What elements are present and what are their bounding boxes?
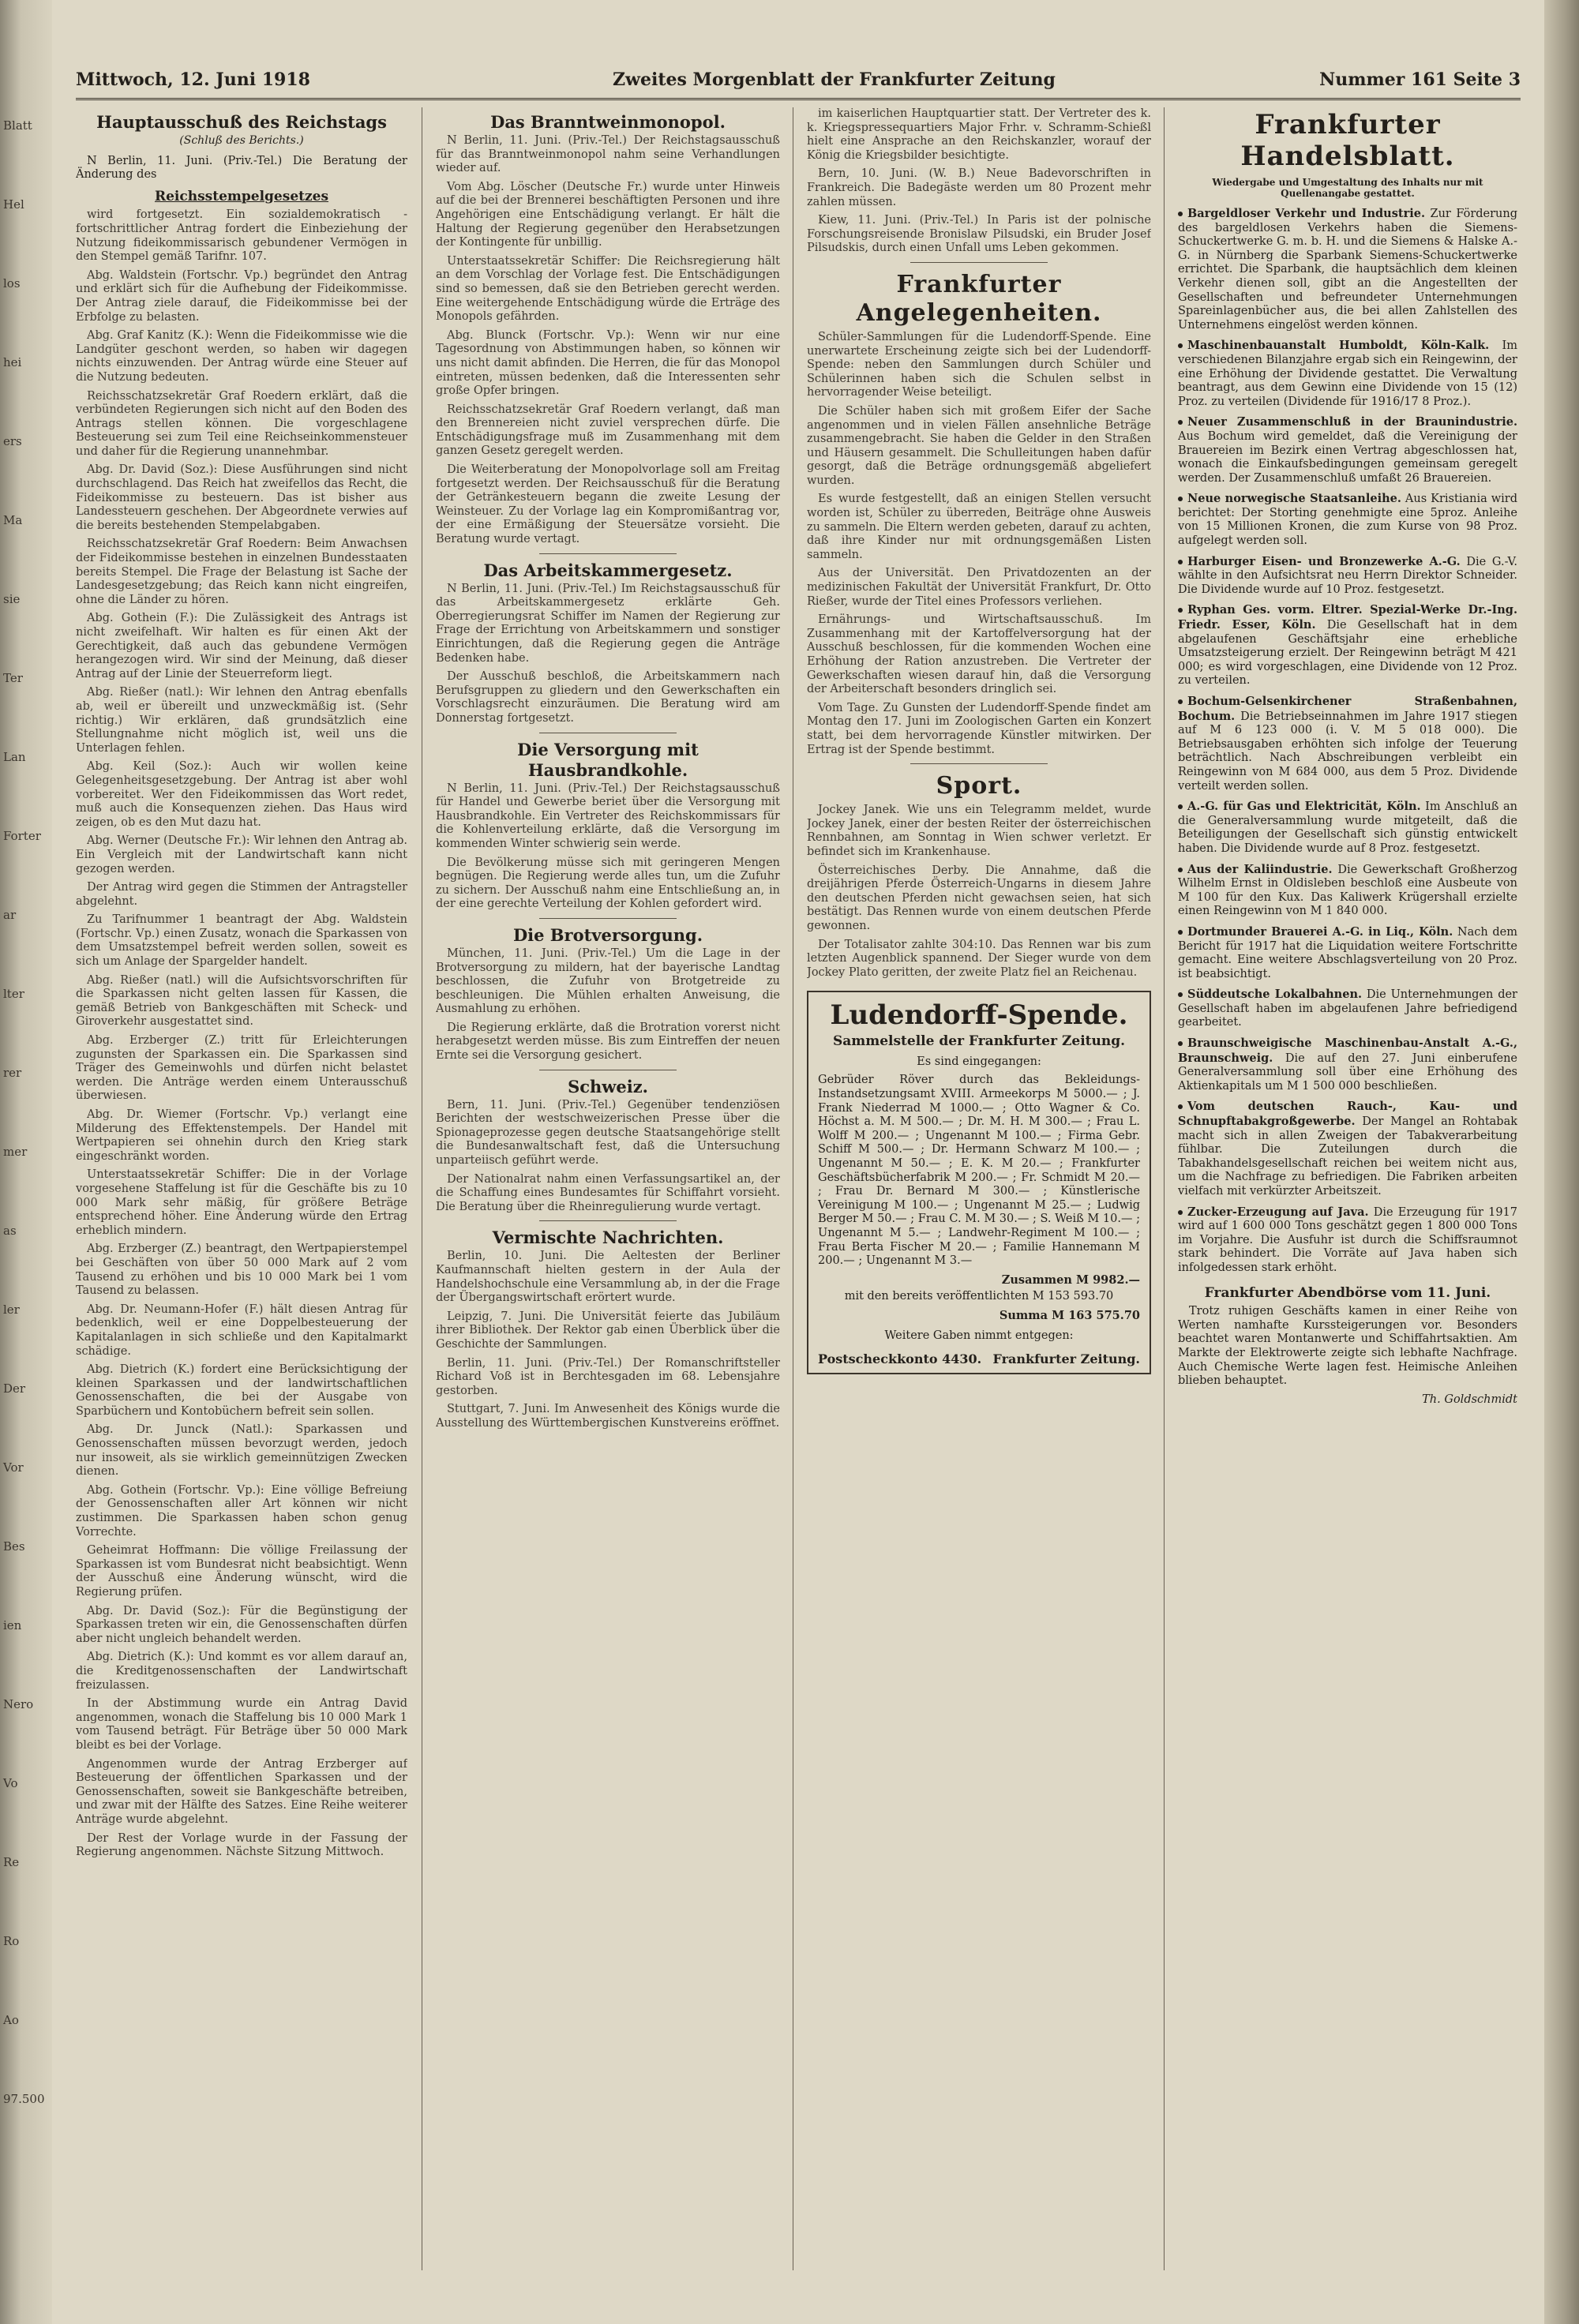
donation-title: Ludendorff-Spende. xyxy=(830,999,1128,1032)
edge-text-fragment: los xyxy=(3,276,21,290)
donation-account xyxy=(818,1352,1140,1366)
bullet-icon xyxy=(1178,1104,1183,1109)
edge-text-fragment: Ma xyxy=(3,513,23,527)
paragraph: Stuttgart, 7. Juni. Im Anwesenheit des Königs wurde die Ausstellung des Württembergischen Kunstvereins eröffnet. xyxy=(436,1403,780,1430)
article-title: Hauptausschuß des Reichstags xyxy=(96,112,387,132)
column-4 xyxy=(1178,107,1517,2270)
paragraph: Aus der Universität. Den Privatdozenten an der medizinischen Fakultät der Universität Frankfurt, Dr. Otto Rießer, wurde der Titel eines Professors verliehen. xyxy=(807,567,1151,608)
paragraph: Angenommen wurde der Antrag Erzberger auf Besteuerung der öffentlichen Sparkassen und der Genossenschaften, soweit sie Bankgeschäfte betreiben, und zwar mit der Hälfte des Satzes. Eine Reihe weiterer Anträge wurde abgelehnt. xyxy=(76,1757,407,1826)
edge-text-fragment: Lan xyxy=(3,750,26,764)
donation-total xyxy=(818,1273,1140,1288)
edge-text-fragment: rer xyxy=(3,1066,22,1080)
paragraph: Unterstaatssekretär Schiffer: Die in der Vorlage vorgesehene Staffelung ist für die Geschäfte bis zu 10 000 Mark sehr mäßig, für größere Beträge entsprechend höher. Eine Änderung würde den Ertrag erheblich mindern. xyxy=(76,1168,407,1237)
section-title: Frankfurter Angelegenheiten. xyxy=(856,270,1102,327)
edge-text-fragment: Ter xyxy=(3,671,23,685)
donation-previous xyxy=(818,1290,1140,1304)
article-subtitle: (Schluß des Berichts.) xyxy=(179,134,304,147)
article-body xyxy=(436,583,780,726)
header-date: Mittwoch, 12. Juni 1918 xyxy=(76,69,310,90)
news-text: Die Gewerkschaft Großherzog Wilhelm Ernst in Oldisleben beschloß eine Ausbeute von M 100 für den Kux. Das Kaliwerk Krügershall erzielte einen Reingewinn von M 1 840 000. xyxy=(1178,863,1517,918)
edge-text-fragment: Forter xyxy=(3,829,41,843)
news-text: Die auf den 27. Juni einberufene Generalversammlung soll über eine Erhöhung des Aktienkapitals um M 1 500 000 beschließen. xyxy=(1178,1051,1517,1093)
edge-text-fragment: Blatt xyxy=(3,118,32,133)
article-lead: N Berlin, 11. Juni. (Priv.-Tel.) Die Beratung der Änderung des xyxy=(76,154,407,182)
paragraph: Kiew, 11. Juni. (Priv.-Tel.) In Paris ist der polnische Forschungsreisende Bronislaw Pilsudski, ein Bruder Josef Pilsudskis, durch einen Unfall ums Leben gekommen. xyxy=(807,214,1151,255)
news-headline: Braunschweigische Maschinenbau-Anstalt A.-G., Braunschweig. xyxy=(1178,1036,1517,1065)
divider xyxy=(539,918,677,919)
edge-text-fragment: hei xyxy=(3,355,22,369)
article-body xyxy=(807,331,1151,757)
article-title: Das Arbeitskammergesetz. xyxy=(483,560,733,580)
edge-text-fragment: Vor xyxy=(3,1460,24,1475)
column-1 xyxy=(76,107,407,2270)
business-news-list xyxy=(1178,207,1517,1276)
news-text: Die Unternehmungen der Gesellschaft haben im abgelaufenen Jahre befriedigend gearbeitet. xyxy=(1178,988,1517,1029)
bullet-icon xyxy=(1178,343,1183,348)
paragraph: Ernährungs- und Wirtschaftsausschuß. Im Zusammenhang mit der Kartoffelversorgung hat der Ausschuß beschlossen, für die kommenden Wochen eine Erhöhung der Ration anzustreben. Die Vertreter der Gewerkschaften wiesen darauf hin, daß die Versorgung der Arbeiterschaft besonders dringlich sei. xyxy=(807,613,1151,696)
article-title: Vermischte Nachrichten. xyxy=(492,1228,724,1248)
bullet-icon xyxy=(1178,497,1183,501)
evening-exchange-text: Trotz ruhigen Geschäfts kamen in einer Reihe von Werten namhafte Kurssteigerungen vor. Besonders beachtet waren Montanwerte und Schiffahrtsaktien. Am Markte der Elektrowerte zeigte sich lebhafte Nachfrage. Auch Chemische Werte lagen fest. Heimische Anleihen blieben behauptet. xyxy=(1178,1305,1517,1388)
business-news-item xyxy=(1178,339,1517,409)
paragraph: Vom Tage. Zu Gunsten der Ludendorff-Spende findet am Montag den 17. Juni im Zoologischen Garten ein Konzert statt, bei dem hervorragende Künstler mitwirken. Der Ertrag ist der Spende bestimmt. xyxy=(807,701,1151,756)
paragraph: Geheimrat Hoffmann: Die völlige Freilassung der Sparkassen ist vom Bundesrat nicht beabsichtigt. Wenn der Ausschuß eine Änderung wünscht, wird die Regierung prüfen. xyxy=(76,1544,407,1599)
paragraph: Vom Abg. Löscher (Deutsche Fr.) wurde unter Hinweis auf die bei der Brennerei beschäftigten Personen und ihre Angehörigen eine Entschädigung verlangt. Er hält die Haltung der Regierung gegenüber den Herabsetzungen der Kontingente für unbillig. xyxy=(436,180,780,249)
news-headline: Bochum-Gelsenkirchener Straßenbahnen, Bochum. xyxy=(1178,695,1517,723)
paragraph: wird fortgesetzt. Ein sozialdemokratisch - fortschrittlicher Antrag fordert die Einbeziehung der Nutzung fideikommissarisch gebundener Vermögen in den Stempel gemäß Tarifnr. 107. xyxy=(76,208,407,264)
article-body xyxy=(436,782,780,912)
news-headline: Vom deutschen Rauch-, Kau- und Schnupftabakgroßgewerbe. xyxy=(1178,1100,1517,1129)
paragraph: Abg. Dietrich (K.) fordert eine Berücksichtigung der kleinen Sparkassen und der landwirtschaftlichen Genossenschaften, die bei der Ausgabe von Sparbüchern und Kontobüchern befreit sein sollen. xyxy=(76,1363,407,1418)
business-news-item xyxy=(1178,207,1517,332)
signature: Th. Goldschmidt xyxy=(1422,1393,1517,1406)
header-publication: Zweites Morgenblatt der Frankfurter Zeitung xyxy=(613,69,1056,90)
paragraph: N Berlin, 11. Juni. (Priv.-Tel.) Im Reichstagsausschuß für das Arbeitskammergesetz erklärte Geh. Oberregierungsrat Schiffer im Namen der Regierung zur Frage der Errichtung von Arbeitskammern und sonstiger Einrichtungen, daß die Regierung gegen die Anträge Bedenken habe. xyxy=(436,582,780,665)
article-body xyxy=(807,107,1151,256)
bullet-icon xyxy=(1178,699,1183,704)
news-text: Zur Förderung des bargeldlosen Verkehrs haben die Siemens-Schuckertwerke G. m. b. H. und die Siemens & Halske A.-G. in Nürnberg die Sparbank Siemens-Schuckertwerke errichtet. Die Sparbank, die hauptsächlich dem kleinen Verkehr dienen soll, gibt an die Angestellten der Gesellschaften und befreundeter Unternehmungen Spareinlagenbücher aus, die bei allen Zahlstellen des Unternehmens eingelöst werden können. xyxy=(1178,208,1517,332)
edge-text-fragment: Nero xyxy=(3,1697,34,1711)
paragraph: Berlin, 10. Juni. Die Aeltesten der Berliner Kaufmannschaft hielten gestern in der Aula der Handelshochschule eine Versammlung ab, in der die Frage der Übergangswirtschaft erörtert wurde. xyxy=(436,1250,780,1305)
edge-text-fragment: Ro xyxy=(3,1934,20,1948)
paragraph: Bern, 11. Juni. (Priv.-Tel.) Gegenüber tendenziösen Berichten der westschweizerischen Presse über die Spionageprozesse gegen deutsche Staatsangehörige stellt die Bundesanwaltschaft fest, daß die Untersuchung unparteiisch geführt werde. xyxy=(436,1098,780,1168)
paragraph: Reichsschatzsekretär Graf Roedern verlangt, daß man den Brennereien nicht zuviel versprechen dürfe. Die Entschädigungsfrage muß im Zusammenhang mit dem ganzen Gesetz geregelt werden. xyxy=(436,403,780,458)
divider xyxy=(539,1220,677,1221)
news-text: Die Gesellschaft hat in dem abgelaufenen Geschäftsjahr eine erhebliche Umsatzsteigerung erzielt. Der Reingewinn beträgt M 421 000; es wird vorgeschlagen, eine Dividende von 12 Proz. zu verteilen. xyxy=(1178,619,1517,688)
paragraph: Der Nationalrat nahm einen Verfassungsartikel an, der die Schaffung eines Bundesamtes für Schiffahrt vorsieht. Die Beratung über die Rheinregulierung wurde vertagt. xyxy=(436,1172,780,1213)
account-holder: Frankfurter Zeitung. xyxy=(992,1351,1140,1367)
edge-text-fragment: 97.500 xyxy=(3,2092,45,2106)
news-text: Im verschiedenen Bilanzjahre ergab sich ein Reingewinn, der eine Erhöhung der Dividende gestattet. Die Verwaltung beantragt, aus dem Gewinn eine Dividende von 15 (12) Proz. zu verteilen (Dividende für 1916/17 8 Proz.). xyxy=(1178,339,1517,408)
paragraph: Schüler-Sammlungen für die Ludendorff-Spende. Eine unerwartete Erscheinung zeigte sich bei der Ludendorff-Spende: neben den Sammlungen durch Schüler und Schülerinnen haben sich die Schulen selbst in hervorragender Weise beteiligt. xyxy=(807,330,1151,399)
edge-text-fragment: as xyxy=(3,1224,17,1238)
bullet-icon xyxy=(1178,868,1183,872)
edge-text-fragment: Bes xyxy=(3,1539,25,1554)
total-value: 9982.— xyxy=(1093,1273,1140,1287)
edge-text-fragment: mer xyxy=(3,1145,28,1159)
paragraph: Abg. Graf Kanitz (K.): Wenn die Fideikommisse wie die Landgüter geschont werden, so haben wir dagegen nichts einzuwenden. Der Antrag würde eine Steuer auf die Nutzung bedeuten. xyxy=(76,329,407,384)
news-text: Aus Kristiania wird berichtet: Der Storting genehmigte eine 5proz. Anleihe von 15 Millionen Kronen, die zum Kurse von 98 Proz. aufgelegt werden soll. xyxy=(1178,493,1517,548)
business-news-item xyxy=(1178,925,1517,981)
column-rule xyxy=(1164,107,1165,2270)
paragraph: Abg. Werner (Deutsche Fr.): Wir lehnen den Antrag ab. Ein Vergleich mit der Landwirtschaft kann nicht gezogen werden. xyxy=(76,834,407,875)
news-headline: Neue norwegische Staatsanleihe. xyxy=(1187,492,1401,506)
article-title: Das Branntweinmonopol. xyxy=(490,112,726,132)
section-heading: Reichsstempelgesetzes xyxy=(154,188,329,204)
column-3 xyxy=(807,107,1151,2270)
news-headline: Harburger Eisen- und Bronzewerke A.-G. xyxy=(1187,554,1461,568)
article-body xyxy=(436,1250,780,1430)
business-news-item xyxy=(1178,695,1517,793)
bullet-icon xyxy=(1178,992,1183,997)
paragraph: Zu Tarifnummer 1 beantragt der Abg. Waldstein (Fortschr. Vp.) einen Zusatz, wonach die Sparkassen von dem Umsatzstempel befreit werden sollen, soweit es sich um Anlage der Spargelder handelt. xyxy=(76,913,407,969)
news-text: Aus Bochum wird gemeldet, daß die Vereinigung der Brauereien im Bezirk einen Vertrag abgeschlossen hat, wonach die Einkaufsbedingungen gemeinsam geregelt werden. Der Zusammenschluß umfaßt 26 Brauereien. xyxy=(1178,429,1517,485)
sum-value: 163 575.70 xyxy=(1068,1308,1140,1322)
business-news-item xyxy=(1178,415,1517,485)
paragraph: Der Rest der Vorlage wurde in der Fassung der Regierung angenommen. Nächste Sitzung Mittwoch. xyxy=(76,1831,407,1859)
business-news-item xyxy=(1178,863,1517,919)
divider xyxy=(910,262,1048,263)
edge-text-fragment: Hel xyxy=(3,197,24,212)
edge-text-fragment: Ao xyxy=(3,2013,19,2027)
news-headline: A.-G. für Gas und Elektricität, Köln. xyxy=(1187,800,1421,814)
handelsblatt-title: Frankfurter Handelsblatt. xyxy=(1240,109,1455,172)
news-text: Die Erzeugung für 1917 wird auf 1 600 000 Tons geschätzt gegen 1 800 000 Tons im Vorjahre. Die Ausfuhr ist durch die Schiffsraumnot stark behindert. Die Vorräte auf Java haben sich infolgedessen stark erhöht. xyxy=(1178,1205,1517,1274)
sum-label: Summa M xyxy=(999,1308,1065,1322)
paragraph: N Berlin, 11. Juni. (Priv.-Tel.) Der Reichstagsausschuß für das Branntweinmonopol nahm seine Verhandlungen wieder auf. xyxy=(436,134,780,175)
bullet-icon xyxy=(1178,608,1183,613)
bullet-icon xyxy=(1178,804,1183,809)
header-page-number: Nummer 161 Seite 3 xyxy=(1319,69,1521,90)
paragraph: Es wurde festgestellt, daß an einigen Stellen versucht worden ist, Schüler zu überreden, Beiträge ohne Ausweis zu sammeln. Die Eltern werden gebeten, darauf zu achten, daß ihre Kinder nur mit ordnungsgemäßen Listen sammeln. xyxy=(807,493,1151,561)
article-body xyxy=(436,947,780,1063)
news-text: Der Mangel an Rohtabak macht sich in allen Zweigen der Tabakverarbeitung fühlbar. Die Zuteilungen durch die Tabakhandelsgesellschaft reichen bei weitem nicht aus, um die Nachfrage zu befriedigen. Die Fabriken arbeiten vielfach mit verkürzter Arbeitszeit. xyxy=(1178,1115,1517,1198)
news-headline: Zucker-Erzeugung auf Java. xyxy=(1187,1205,1369,1219)
bullet-icon xyxy=(1178,420,1183,425)
edge-text-fragment: sie xyxy=(3,592,21,606)
paragraph: Abg. Erzberger (Z.) tritt für Erleichterungen zugunsten der Sparkassen ein. Die Sparkassen sind Träger des Gemeinwohls und dürfen nicht belastet werden. Die Anträge werden einem Unterausschuß überwiesen. xyxy=(76,1034,407,1103)
paragraph: In der Abstimmung wurde ein Antrag David angenommen, wonach die Staffelung bis 10 000 Mark 1 vom Tausend beträgt. Für Beträge über 50 000 Mark bleibt es bei der Vorlage. xyxy=(76,1697,407,1752)
business-news-item xyxy=(1178,603,1517,688)
paragraph: Bern, 10. Juni. (W. B.) Neue Badevorschriften in Frankreich. Die Badegäste werden um 80 Prozent mehr zahlen müssen. xyxy=(807,167,1151,208)
news-text: Im Anschluß an die Generalversammlung wurde mitgeteilt, daß die Beteiligungen der Gesellschaft sich günstig entwickelt haben. Die Dividende wurde auf 8 Proz. festgesetzt. xyxy=(1178,800,1517,855)
column-2 xyxy=(436,107,780,2270)
paragraph: Die Weiterberatung der Monopolvorlage soll am Freitag fortgesetzt werden. Der Reichsausschuß für die Beratung der Getränkesteuern begann die zweite Lesung der Weinsteuer. Zu der Vorlage lag ein Kompromißantrag vor, der eine Ermäßigung der Steuersätze vorsieht. Die Beratung wurde vertagt. xyxy=(436,463,780,546)
account-number: Postscheckkonto 4430. xyxy=(818,1351,982,1367)
edge-text-fragment: ien xyxy=(3,1618,22,1632)
donation-list: Gebrüder Röver durch das Bekleidungs-Instandsetzungsamt XVIII. Armeekorps M 5000.— ; J. Frank Niederrad M 1000.— ; Otto Wagner & Co. Höchst a. M. M 500.— ; Dr. M. H. M 300.— ; Frau L. Wolff M 200.— ; Ungenannt M 100.— ; Firma Gebr. Schiff M 500.— ; Dr. Hermann Schwarz M 100.— ; Ungenannt M 50.— ; E. K. M 20.— ; Frankfurter Geschäftsbücherfabrik M 200.— ; Fr. Schmidt M 20.— ; Frau Dr. Bernard M 300.— ; Künstlerische Vereinigung M 100.— ; Ungenannt M 25.— ; Ludwig Berger M 50.— ; Frau C. M. M 30.— ; S. Weiß M 10.— ; Ungenannt M 5.— ; Landwehr-Regiment M 100.— ; Frau Berta Fischer M 20.— ; Familie Hannemann M 200.— ; Ungenannt M 3.— xyxy=(818,1074,1140,1268)
news-text: Die G.-V. wählte in den Aufsichtsrat neu Herrn Direktor Schneider. Die Dividende wurde auf 10 Proz. festgesetzt. xyxy=(1178,555,1517,596)
paragraph: Abg. Dr. David (Soz.): Für die Begünstigung der Sparkassen treten wir ein, die Genossenschaften dürfen aber nicht ungleich behandelt werden. xyxy=(76,1604,407,1645)
paragraph: Der Totalisator zahlte 304:10. Das Rennen war bis zum letzten Augenblick spannend. Der Sieger wurde von dem Jockey Plato geritten, der zweite Platz fiel an Reichenau. xyxy=(807,938,1151,979)
paragraph: Die Regierung erklärte, daß die Brotration vorerst nicht herabgesetzt werden müsse. Bis zum Eintreffen der neuen Ernte sei die Versorgung gesichert. xyxy=(436,1021,780,1063)
article-body xyxy=(807,804,1151,980)
previous-label: mit den bereits veröffentlichten M xyxy=(844,1290,1045,1303)
business-news-item xyxy=(1178,1036,1517,1093)
divider xyxy=(910,763,1048,764)
evening-exchange-title: Frankfurter Abendbörse vom 11. Juni. xyxy=(1204,1284,1491,1301)
business-news-item xyxy=(1178,988,1517,1030)
section-title: Sport. xyxy=(936,772,1022,800)
book-edge xyxy=(1544,0,1579,2324)
news-text: Die Betriebseinnahmen im Jahre 1917 stiegen auf M 6 123 000 (i. V. M 5 018 000). Die Betriebsausgaben erhöhten sich infolge der Teuerung beträchtlich. Nach Abschreibungen verbleibt ein Reingewinn von M 684 000, aus dem 5 Proz. Dividende verteilt werden sollen. xyxy=(1178,710,1517,793)
paragraph: Reichsschatzsekretär Graf Roedern erklärt, daß die verbündeten Regierungen sich nicht auf den Boden des Antrags stellen können. Die vorgeschlagene Besteuerung sei zum Teil eine Reichseinkommensteuer und daher für die Regierung unannehmbar. xyxy=(76,389,407,458)
paragraph: Abg. Keil (Soz.): Auch wir wollen keine Gelegenheitsgesetzgebung. Der Antrag ist aber wohl vorbereitet. Wer den Fideikommissen das Wort redet, muß auch die Konsequenzen ziehen. Das Haus wird zeigen, ob es den Mut dazu hat. xyxy=(76,760,407,829)
previous-value: 153 593.70 xyxy=(1048,1290,1114,1303)
edge-text-fragment: Vo xyxy=(3,1776,18,1790)
paragraph: Abg. Rießer (natl.) will die Aufsichtsvorschriften für die Sparkassen nicht gelten lassen für Kassen, die gemäß Betrieb von Bankgeschäften mit Scheck- und Giroverkehr ausgestattet sind. xyxy=(76,973,407,1029)
news-headline: Ryphan Ges. vorm. Eltrer. Spezial-Werke Dr.-Ing. Friedr. Esser, Köln. xyxy=(1178,603,1517,632)
article-title: Schweiz. xyxy=(568,1076,648,1096)
paragraph: Abg. Blunck (Fortschr. Vp.): Wenn wir nur eine Tagesordnung von Abstimmungen haben, so können wir uns nicht damit abfinden. Die Herren, die für das Monopol eintreten, müssen bedenken, daß die Interessenten sehr große Opfer bringen. xyxy=(436,328,780,398)
article-title: Die Versorgung mit Hausbrandkohle. xyxy=(517,739,699,780)
news-headline: Bargeldloser Verkehr und Industrie. xyxy=(1187,207,1426,220)
donation-box xyxy=(807,991,1151,1374)
bullet-icon xyxy=(1178,560,1183,564)
paragraph: Die Bevölkerung müsse sich mit geringeren Mengen begnügen. Die Regierung werde alles tun, um die Zufuhr zu sichern. Der Ausschuß nahm eine Entschließung an, in der eine gerechte Verteilung der Kohlen gefordert wird. xyxy=(436,856,780,911)
bullet-icon xyxy=(1178,1210,1183,1215)
paragraph: Abg. Gothein (F.): Die Zulässigkeit des Antrags ist nicht zweifelhaft. Wir halten es für einen Akt der Gerechtigkeit, daß auch das gebundene Vermögen herangezogen wird. Wir sind der Meinung, daß dieser Antrag auf der Linie der Steuerreform liegt. xyxy=(76,612,407,680)
paragraph: Abg. Dr. David (Soz.): Diese Ausführungen sind nicht durchschlagend. Das Reich hat zweifellos das Recht, die Fideikommisse zu besteuern. Das ist bisher aus Landessteuern geschehen. Der Abgeordnete verwies auf die bereits bestehenden Stempelabgaben. xyxy=(76,463,407,532)
paragraph: im kaiserlichen Hauptquartier statt. Der Vertreter des k. k. Kriegspressequartiers Major Frhr. v. Schramm-Schießl hielt eine Ansprache an den Reichskanzler, worauf der König die Kriegsbilder besichtigte. xyxy=(807,107,1151,162)
business-news-item xyxy=(1178,492,1517,548)
news-headline: Süddeutsche Lokalbahnen. xyxy=(1187,988,1363,1002)
paragraph: Abg. Dr. Junck (Natl.): Sparkassen und Genossenschaften müssen bevorzugt werden, jedoch nur insoweit, als sie wirklich gemeinnützigen Zwecken dienen. xyxy=(76,1423,407,1479)
paragraph: N Berlin, 11. Juni. (Priv.-Tel.) Der Reichstagsausschuß für Handel und Gewerbe beriet über die Versorgung mit Hausbrandkohle. Ein Vertreter des Reichskommissars für die Kohlenverteilung erklärte, daß die Versorgung im kommenden Winter schwierig sein werde. xyxy=(436,782,780,850)
paragraph: Die Schüler haben sich mit großem Eifer der Sache angenommen und in vielen Fällen ansehnliche Beträge zusammengebracht. Sie haben die Gelder in den Straßen und Häusern gesammelt. Die Schulleitungen haben dafür gesorgt, daß die Beträge ordnungsgemäß abgeliefert wurden. xyxy=(807,404,1151,487)
article-body xyxy=(436,134,780,547)
news-text: Nach dem Bericht für 1917 hat die Liquidation weitere Fortschritte gemacht. Eine weitere Abschlagsverteilung von 20 Proz. ist beabsichtigt. xyxy=(1178,925,1517,980)
paragraph: Abg. Dr. Neumann-Hofer (F.) hält diesen Antrag für bedenklich, weil er eine Doppelbesteuerung der Kapitalanlagen in sich schließe und den Kapitalmarkt schädige. xyxy=(76,1303,407,1358)
paragraph: Abg. Rießer (natl.): Wir lehnen den Antrag ebenfalls ab, weil er übereilt und unzweckmäßig ist. (Sehr richtig.) Wir erklären, daß grundsätzlich eine Stellungnahme nicht möglich ist, weil uns die Unterlagen fehlen. xyxy=(76,686,407,755)
paragraph: Berlin, 11. Juni. (Priv.-Tel.) Der Romanschriftsteller Richard Voß ist in Berchtesgaden im 68. Lebensjahre gestorben. xyxy=(436,1356,780,1397)
news-headline: Dortmunder Brauerei A.-G. in Liq., Köln. xyxy=(1187,924,1453,939)
paragraph: Abg. Erzberger (Z.) beantragt, den Wertpapierstempel bei Geschäften von über 50 000 Mark auf 2 vom Tausend zu erhöhen und bis 10 000 Mark bei 1 vom Tausend zu belassen. xyxy=(76,1243,407,1298)
divider xyxy=(539,553,677,554)
edge-text-fragment: Re xyxy=(3,1855,20,1869)
bullet-icon xyxy=(1178,212,1183,216)
paragraph: Leipzig, 7. Juni. Die Universität feierte das Jubiläum ihrer Bibliothek. Der Rektor gab einen Überblick über die Geschichte der Sammlungen. xyxy=(436,1310,780,1351)
paragraph: Abg. Dietrich (K.): Und kommt es vor allem darauf an, die Kreditgenossenschaften der Landwirtschaft freizulassen. xyxy=(76,1651,407,1692)
business-news-item xyxy=(1178,1205,1517,1276)
article-body xyxy=(76,208,407,1859)
donation-sum xyxy=(818,1309,1140,1323)
donation-lead: Es sind eingegangen: xyxy=(917,1055,1041,1068)
paragraph: Österreichisches Derby. Die Annahme, daß die dreijährigen Pferde Österreich-Ungarns in diesem Jahre den deutschen Pferden nicht gewachsen seien, hat sich bestätigt. Das Rennen wurde von einem deutschen Pferde gewonnen. xyxy=(807,864,1151,932)
news-headline: Maschinenbauanstalt Humboldt, Köln-Kalk. xyxy=(1187,339,1490,353)
donation-subtitle: Sammelstelle der Frankfurter Zeitung. xyxy=(832,1033,1126,1050)
donation-note: Weitere Gaben nimmt entgegen: xyxy=(884,1329,1074,1342)
edge-text-fragment: lter xyxy=(3,987,24,1001)
paragraph: Jockey Janek. Wie uns ein Telegramm meldet, wurde Jockey Janek, einer der besten Reiter der österreichischen Rennbahnen, am Sonntag in Wien schwer verletzt. Er befindet sich im Krankenhause. xyxy=(807,804,1151,858)
previous-page-edge xyxy=(0,0,52,2324)
newspaper-page xyxy=(52,0,1544,2324)
business-news-item xyxy=(1178,555,1517,598)
edge-text-fragment: Der xyxy=(3,1381,26,1396)
paragraph: Abg. Gothein (Fortschr. Vp.): Eine völlige Befreiung der Genossenschaften aller Art können wir nicht zustimmen. Die Sparkassen haben schon genug Vorrechte. xyxy=(76,1483,407,1539)
paragraph: Abg. Dr. Wiemer (Fortschr. Vp.) verlangt eine Milderung des Effektenstempels. Der Handel mit Wertpapieren sei ohnehin durch den Krieg stark eingeschränkt worden. xyxy=(76,1108,407,1163)
business-news-item xyxy=(1178,800,1517,856)
edge-text-fragment: ar xyxy=(3,908,17,922)
article-title: Die Brotversorgung. xyxy=(512,924,703,945)
handelsblatt-subtitle: Wiedergabe und Umgestaltung des Inhalts nur mit Quellenangabe gestattet. xyxy=(1212,177,1483,199)
paragraph: München, 11. Juni. (Priv.-Tel.) Um die Lage in der Brotversorgung zu mildern, hat der bayerische Landtag beschlossen, die Zufuhr von Brotgetreide zu beschleunigen. Die Mühlen erhalten Anweisung, die Ausmahlung zu erhöhen. xyxy=(436,946,780,1016)
news-headline: Neuer Zusammenschluß in der Braunindustrie. xyxy=(1187,415,1517,429)
edge-text-fragment: ers xyxy=(3,434,22,448)
business-news-item xyxy=(1178,1100,1517,1198)
paragraph: Der Ausschuß beschloß, die Arbeitskammern nach Berufsgruppen zu gliedern und den Gewerkschaften ein Vorschlagsrecht einzuräumen. Die Beratung wird am Donnerstag fortgesetzt. xyxy=(436,670,780,725)
page-header xyxy=(76,66,1521,100)
paragraph: Der Antrag wird gegen die Stimmen der Antragsteller abgelehnt. xyxy=(76,881,407,908)
paragraph: Unterstaatssekretär Schiffer: Die Reichsregierung hält an dem Vorschlag der Vorlage fest. Die Entschädigungen sind so bemessen, daß sie den Betrieben gerecht werden. Eine weitergehende Entschädigung würde die Erträge des Monopols gefährden. xyxy=(436,254,780,324)
bullet-icon xyxy=(1178,1041,1183,1046)
article-body xyxy=(436,1099,780,1215)
edge-text-fragment: ler xyxy=(3,1303,20,1317)
paragraph: Abg. Waldstein (Fortschr. Vp.) begründet den Antrag und erklärt sich für die Aufhebung der Fideikommisse. Der Antrag ziele darauf, die Fideikommisse bei der Erbfolge zu belasten. xyxy=(76,268,407,324)
bullet-icon xyxy=(1178,930,1183,935)
total-label: Zusammen M xyxy=(1001,1273,1090,1287)
news-headline: Aus der Kaliindustrie. xyxy=(1187,862,1333,876)
paragraph: Reichsschatzsekretär Graf Roedern: Beim Anwachsen der Fideikommisse bestehen in einzelnen Bundesstaaten bereits Stempel. Die Frage der Belastung ist Sache der Landesgesetzgebung; das Reich kann nicht eingreifen, ohne die Länder zu hören. xyxy=(76,538,407,606)
